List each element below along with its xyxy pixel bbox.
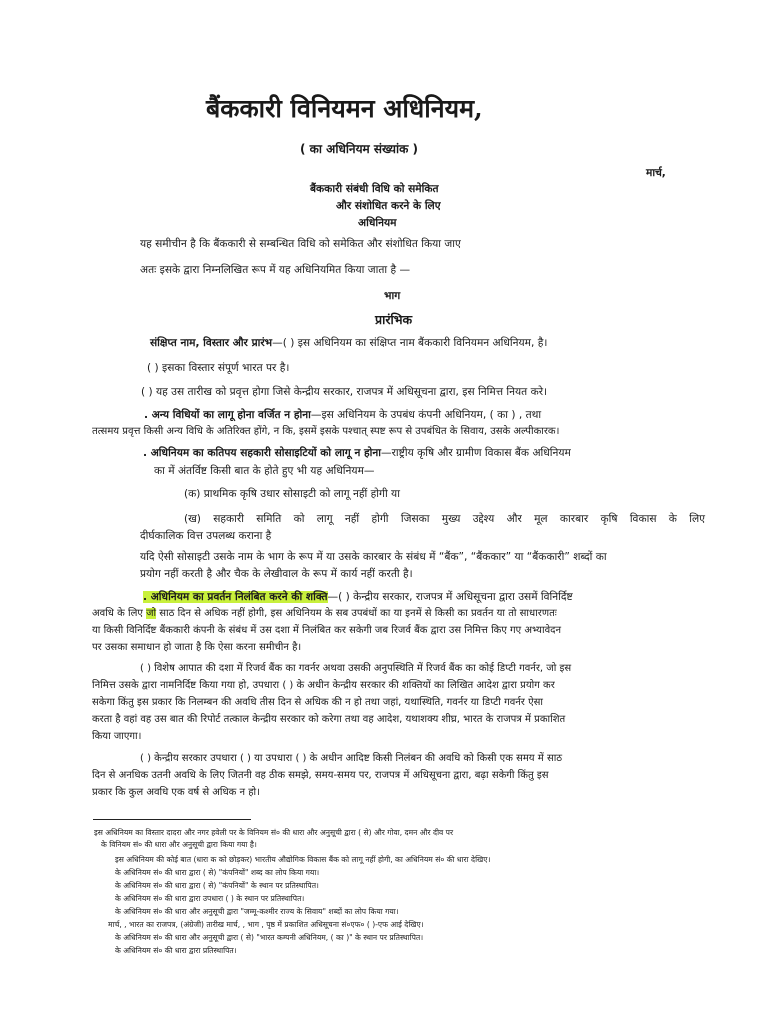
- enactment-date: मार्च,: [646, 167, 666, 179]
- footnote-line: के अधिनियम सं० की धारा और अनुसूची द्वारा "जम्मू-कश्मीर राज्य के सिवाय" शब्दों का लोप किया गया।: [115, 907, 399, 916]
- act-number: ( का अधिनियम संख्यांक ): [300, 142, 418, 156]
- part-label: भाग: [384, 290, 401, 302]
- section-2-heading: . अन्य विधियों का लागू होना वर्जित न होना: [144, 409, 311, 421]
- footnote-line: के अधिनियम सं० की धारा द्वारा ( से) "कंपनियों" के स्थान पर प्रतिस्थापित।: [115, 881, 319, 890]
- section-3-proviso-line-2: प्रयोग नहीं करती है और चैक के लेखीवाल के रूप में कार्य नहीं करती है।: [140, 568, 413, 580]
- preamble-text-1: यह समीचीन है कि बैंककारी से सम्बन्धित विधि को समेकित और संशोधित किया जाए: [140, 238, 461, 250]
- footnote-line: के विनियम सं० की धारा और अनुसूची द्वारा किया गया है।: [101, 840, 257, 849]
- page-title: बैंककारी विनियमन अधिनियम,: [206, 94, 483, 123]
- section-4-heading: . अधिनियम का प्रवर्तन निलंबित करने की शक्ति: [143, 591, 328, 603]
- section-1-subsection-3: ( ) यह उस तारीख को प्रवृत्त होगा जिसे केन्द्रीय सरकार, राजपत्र में अधिसूचना द्वारा, इस निमित्त नियत करे।: [141, 386, 548, 398]
- preamble-heading-line-3: अधिनियम: [358, 217, 397, 229]
- section-3-proviso-line-1: यदि ऐसी सोसाइटी उसके नाम के भाग के रूप में या उसके कारबार के संबंध में “बैंक”, “बैंककार” या “बैंककारी” शब्दों का: [140, 551, 607, 563]
- part-title: प्रारंभिक: [375, 312, 413, 327]
- footnote-line: इस अधिनियम की कोई बात (धारा क को छोड़कर) भारतीय औद्योगिक विकास बैंक को लागू नहीं होगी, का अधिनियम सं० की धारा देखिए।: [115, 855, 491, 864]
- section-4-text: —( ) केन्द्रीय सरकार, राजपत्र में अधिसूचना द्वारा उसमें विनिर्दिष्ट: [327, 591, 573, 603]
- section-3-line-1: [143, 448, 571, 459]
- section-4-subsection-3-line-3: प्रकार कि कुल अवधि एक वर्ष से अधिक न हो।: [92, 787, 260, 798]
- footnote-line: के अधिनियम सं० की धारा द्वारा ( से) "कंपनियों" शब्द का लोप किया गया।: [115, 868, 320, 877]
- section-4-subsection-2-line-3: सकेगा किंतु इस प्रकार कि निलम्बन की अवधि तीस दिन से अधिक की न हो तथा जहां, यथास्थिति, गवर्नर या डिप्टी गवर्नर ऐसा: [92, 697, 543, 708]
- section-1-subsection-2: ( ) इसका विस्तार संपूर्ण भारत पर है।: [147, 362, 290, 374]
- section-4-line-2-end: साठ दिन से अधिक नहीं होगी, इस अधिनियम के सब उपबंधों का या इनमें से किसी का प्रवर्तन या तो साधारणतः: [156, 608, 557, 619]
- section-3-clause-a: (क) प्राथमिक कृषि उधार सोसाइटी को लागू नहीं होगी या: [184, 488, 400, 500]
- footnote-line: के अधिनियम सं० की धारा द्वारा उपधारा ( ) के स्थान पर प्रतिस्थापित।: [115, 894, 305, 903]
- section-4-subsection-3-line-1: ( ) केन्द्रीय सरकार उपधारा ( ) या उपधारा ( ) के अधीन आदिष्ट किसी निलंबन की अवधि को किसी एक समय में साठ: [140, 753, 563, 764]
- footnote-line: मार्च, , भारत का राजपत्र, (अंग्रेजी) तारीख मार्च, , भाग , पृष्ठ में प्रकाशित अधिसूचना सं०एफ० ( )-एफ आई देखिए।: [108, 920, 424, 929]
- section-1-heading: संक्षिप्त नाम, विस्तार और प्रारंभ: [150, 337, 273, 349]
- footnote-line: के अधिनियम सं० की धारा द्वारा प्रतिस्थापित।: [115, 946, 237, 955]
- footnote-line: के अधिनियम सं० की धारा और अनुसूची द्वारा ( से) "भारत कम्पनी अधिनियम, ( का )" के स्थान पर प्रतिस्थापित।: [115, 933, 424, 942]
- section-2-text: —इस अधिनियम के उपबंध कंपनी अधिनियम, ( का ) , तथा: [310, 409, 542, 421]
- section-2-line-2: तत्समय प्रवृत्त किसी अन्य विधि के अतिरिक्त होंगे, न कि, इसमें इसके पश्चात् स्पष्ट रूप से उपबंधित के सिवाय, उसके अल्पीकारक।: [92, 426, 560, 437]
- section-4-subsection-2-line-4: करता है वहां वह उस बात की रिपोर्ट तत्काल केन्द्रीय सरकार को करेगा तथा वह आदेश, यथाशक्य शीघ्र, भारत के राजपत्र में प्रकाशित: [92, 714, 566, 725]
- footnote-separator: [93, 819, 251, 820]
- section-4-subsection-3-line-2: दिन से अनधिक उतनी अवधि के लिए जितनी वह ठीक समझे, समय-समय पर, राजपत्र में अधिसूचना द्वारा, बढ़ा सकेगी किंतु इस: [92, 770, 549, 781]
- preamble-heading-line-2: और संशोधित करने के लिए: [336, 200, 441, 212]
- section-2-line-1: [144, 410, 541, 421]
- section-3-clause-b-line-2: दीर्घकालिक वित्त उपलब्ध कराना है: [140, 530, 272, 542]
- section-1-text: —( ) इस अधिनियम का संक्षिप्त नाम बैंककारी विनियमन अधिनियम, है।: [272, 337, 548, 349]
- section-4-subsection-2-line-5: किया जाएगा।: [92, 731, 142, 742]
- footnote-line: इस अधिनियम का विस्तार दादरा और नगर हवेली पर के विनियम सं० की धारा और अनुसूची द्वारा ( से) और गोवा, दमन और दीव पर: [94, 828, 454, 837]
- section-3-text: —राष्ट्रीय कृषि और ग्रामीण विकास बैंक अधिनियम: [381, 447, 571, 459]
- section-4-subsection-2-line-1: ( ) विशेष आपात की दशा में रिजर्व बैंक का गवर्नर अथवा उसकी अनुपस्थिति में रिजर्व बैंक का कोई डिप्टी गवर्नर, जो इस: [140, 663, 572, 674]
- section-3-line-2: का में अंतर्विष्ट किसी बात के होते हुए भी यह अधिनियम—: [154, 465, 375, 477]
- highlighted-word: जो: [146, 608, 157, 619]
- section-1-line: [150, 338, 547, 349]
- section-4-line-2: [92, 609, 557, 619]
- section-4-line-3: या किसी विनिर्दिष्ट बैंककारी कंपनी के संबंध में उस दशा में निलंबित कर सकेगी जब रिजर्व बैंक द्वारा उस निमित्त किए गए अभ्यावेदन: [92, 625, 561, 636]
- section-4-line-2-start: अवधि के लिए: [92, 608, 147, 619]
- preamble-text-2: अतः इसके द्वारा निम्नलिखित रूप में यह अधिनियमित किया जाता है —: [140, 264, 411, 276]
- section-4-subsection-2-line-2: निमित्त उसके द्वारा नामनिर्दिष्ट किया गया हो, उपधारा ( ) के अधीन केन्द्रीय सरकार की शक्तियों का लिखित आदेश द्वारा प्रयोग कर: [92, 680, 555, 691]
- section-3-heading: . अधिनियम का कतिपय सहकारी सोसाइटियों को लागू न होना: [143, 447, 381, 459]
- section-3-clause-b-line-1: (ख) सहकारी समिति को लागू नहीं होगी जिसका मुख्य उद्देश्य और मूल कारबार कृषि विकास के लिए: [184, 513, 705, 525]
- section-4-line-1: [143, 592, 573, 603]
- section-4-line-4: पर उसका समाधान हो जाता है कि ऐसा करना समीचीन है।: [92, 642, 302, 653]
- preamble-heading-line-1: बैंककारी संबंधी विधि को समेकित: [310, 183, 439, 195]
